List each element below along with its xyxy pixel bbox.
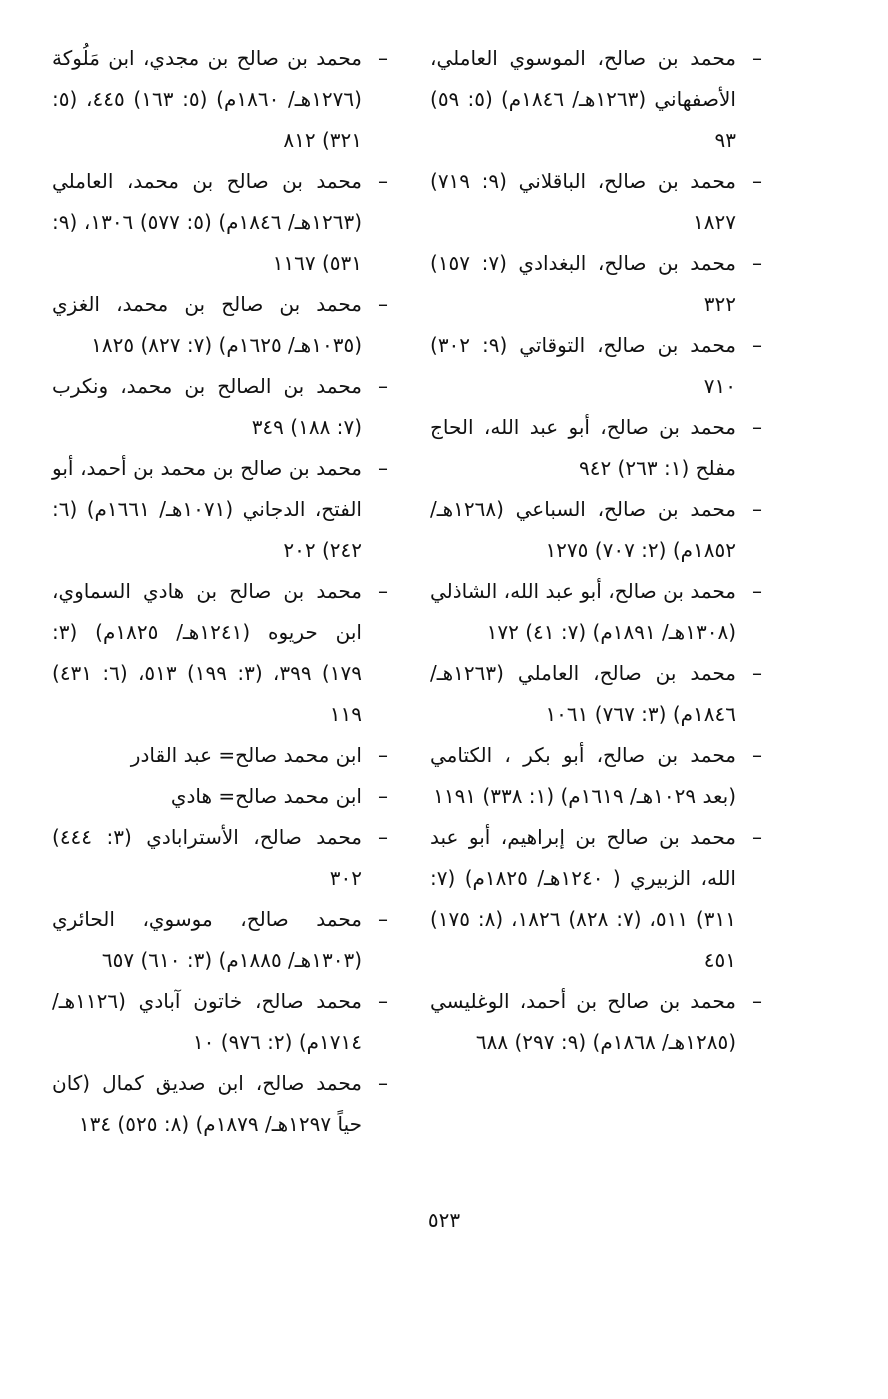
index-entry (52, 735, 388, 776)
index-entry (430, 653, 762, 735)
entry-text: محمد بن صالح، التوقاتي (٩: ٣٠٢) ٧١٠ (430, 333, 736, 398)
entry-dash: – (378, 825, 388, 849)
index-entry (430, 325, 762, 407)
entry-text: ابن محمد صالح= هادي (170, 784, 362, 808)
entry-text: محمد صالح، ابن صديق كمال (كان حياً ١٢٩٧هـ/ ١٨٧٩م) (٨: ٥٢٥) ١٣٤ (52, 1071, 362, 1136)
index-entry (430, 817, 762, 981)
entry-text: محمد بن صالح بن محمد، العاملي (١٢٦٣هـ/ ١٨٤٦م) (٥: ٥٧٧) ١٣٠٦، (٩: ٥٣١) ١١٦٧ (52, 169, 362, 275)
entry-dash: – (378, 907, 388, 931)
index-entry (430, 38, 762, 161)
index-entry (430, 243, 762, 325)
index-entry (430, 489, 762, 571)
index-entry (52, 776, 388, 817)
entry-text: محمد بن صالح، الموسوي العاملي، الأصفهاني (١٢٦٣هـ/ ١٨٤٦م) (٥: ٥٩) ٩٣ (430, 46, 736, 152)
index-entry (52, 366, 388, 448)
entry-text: محمد بن صالح بن هادي السماوي، ابن حريوه (١٢٤١هـ/ ١٨٢٥م) (٣: ١٧٩) ٣٩٩، (٣: ١٩٩) ٥١٣، (٦: ٤٣١) ١١٩ (52, 579, 362, 726)
index-entry (52, 1063, 388, 1145)
index-entry (430, 571, 762, 653)
entry-text: محمد بن صالح، أبو بكر ، الكتامي (بعد ١٠٢٩هـ/ ١٦١٩م) (١: ٣٣٨) ١١٩١ (430, 743, 736, 808)
entry-dash: – (752, 251, 762, 275)
entry-dash: – (378, 784, 388, 808)
index-entry (52, 284, 388, 366)
entry-dash: – (752, 989, 762, 1013)
entry-dash: – (378, 46, 388, 70)
entry-text: محمد بن صالح، الباقلاني (٩: ٧١٩) ١٨٢٧ (430, 169, 736, 234)
entry-text: محمد بن صالح، السباعي (١٢٦٨هـ/ ١٨٥٢م) (٢: ٧٠٧) ١٢٧٥ (430, 497, 736, 562)
entry-text: محمد صالح، موسوي، الحائري (١٣٠٣هـ/ ١٨٨٥م) (٣: ٦١٠) ٦٥٧ (52, 907, 362, 972)
entry-dash: – (378, 579, 388, 603)
index-entry (52, 38, 388, 161)
index-column-right (430, 38, 762, 1063)
entry-text: محمد بن صالح، أبو عبد الله، الشاذلي (١٣٠٨هـ/ ١٨٩١م) (٧: ٤١) ١٧٢ (430, 579, 736, 644)
index-entry (52, 817, 388, 899)
index-entry (52, 899, 388, 981)
entry-text: محمد بن صالح، أبو عبد الله، الحاج مفلح (١: ٢٦٣) ٩٤٢ (430, 415, 736, 480)
entry-text: محمد بن صالح بن مجدي، ابن مَلُوكة (١٢٧٦هـ/ ١٨٦٠م) (٥: ١٦٣) ٤٤٥، (٥: ٣٢١) ٨١٢ (52, 46, 362, 152)
entry-dash: – (378, 1071, 388, 1095)
index-entry (52, 161, 388, 284)
index-entry (430, 981, 762, 1063)
entry-text: محمد بن صالح، البغدادي (٧: ١٥٧) ٣٢٢ (430, 251, 736, 316)
entry-text: محمد صالح، الأسترابادي (٣: ٤٤٤) ٣٠٢ (52, 825, 362, 890)
entry-dash: – (752, 743, 762, 767)
index-entry (52, 448, 388, 571)
entry-dash: – (378, 374, 388, 398)
index-entry (430, 735, 762, 817)
entry-dash: – (378, 456, 388, 480)
entry-dash: – (752, 825, 762, 849)
entry-dash: – (752, 579, 762, 603)
entry-text: محمد بن صالح بن محمد بن أحمد، أبو الفتح، الدجاني (١٠٧١هـ/ ١٦٦١م) (٦: ٢٤٢) ٢٠٢ (52, 456, 362, 562)
entry-text: محمد بن صالح بن أحمد، الوغليسي (١٢٨٥هـ/ ١٨٦٨م) (٩: ٢٩٧) ٦٨٨ (430, 989, 736, 1054)
entry-dash: – (378, 169, 388, 193)
entry-dash: – (378, 292, 388, 316)
entry-dash: – (378, 743, 388, 767)
entry-text: محمد بن صالح بن محمد، الغزي (١٠٣٥هـ/ ١٦٢٥م) (٧: ٨٢٧) ١٨٢٥ (52, 292, 362, 357)
index-entry (430, 407, 762, 489)
entry-dash: – (752, 169, 762, 193)
entry-dash: – (752, 46, 762, 70)
index-entry (52, 981, 388, 1063)
entry-dash: – (752, 333, 762, 357)
entry-text: محمد صالح، خاتون آبادي (١١٢٦هـ/ ١٧١٤م) (٢: ٩٧٦) ١٠ (52, 989, 362, 1054)
index-column-left (52, 38, 388, 1145)
entry-text: ابن محمد صالح= عبد القادر (130, 743, 362, 767)
entry-dash: – (752, 497, 762, 521)
index-entry (52, 571, 388, 735)
entry-text: محمد بن صالح بن إبراهيم، أبو عبد الله، الزبيري ( ١٢٤٠هـ/ ١٨٢٥م) (٧: ٣١١) ٥١١، (٧: ٨٢٨) ١٨٢٦، (٨: ١٧٥) ٤٥١ (430, 825, 736, 972)
entry-dash: – (752, 661, 762, 685)
index-entry (430, 161, 762, 243)
entry-text: محمد بن الصالح بن محمد، ونكرب (٧: ١٨٨) ٣٤٩ (52, 374, 362, 439)
entry-dash: – (378, 989, 388, 1013)
entry-text: محمد بن صالح، العاملي (١٢٦٣هـ/ ١٨٤٦م) (٣: ٧٦٧) ١٠٦١ (430, 661, 736, 726)
page-number: ٥٢٣ (427, 1208, 461, 1232)
entry-dash: – (752, 415, 762, 439)
